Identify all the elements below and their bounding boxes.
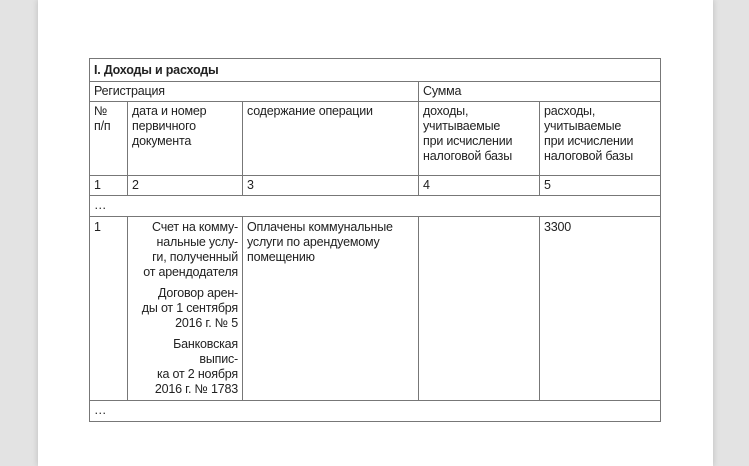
entry-expense: 3300 — [540, 217, 661, 401]
text-line: дата и номер — [132, 104, 207, 118]
income-expense-ledger — [89, 58, 661, 422]
text-line: 2016 г. № 1783 — [154, 382, 238, 396]
text-line: доходы, — [423, 104, 469, 118]
document-ref — [132, 337, 238, 397]
text-line: ги, полученный — [152, 250, 238, 264]
text-line: п/п — [94, 119, 111, 133]
entry-num: 1 — [90, 217, 128, 401]
header-date-doc — [128, 102, 243, 176]
column-number: 5 — [540, 176, 661, 196]
text-line: документа — [132, 134, 192, 148]
text-line: учитываемые — [423, 119, 501, 133]
text-line: Договор арен- — [158, 286, 238, 300]
text-line: от арендодателя — [143, 265, 238, 279]
header-expense — [540, 102, 661, 176]
section-title-row — [90, 59, 661, 82]
text-line: расходы, — [544, 104, 596, 118]
column-header-row — [90, 102, 661, 176]
amount-group-header: Сумма — [419, 82, 661, 102]
entry-content — [243, 217, 419, 401]
ellipsis-end: … — [90, 401, 661, 422]
text-line: содержание операции — [247, 104, 373, 118]
column-number: 1 — [90, 176, 128, 196]
table-row — [90, 217, 661, 401]
text-line: при исчислении — [544, 134, 634, 148]
text-line: помещению — [247, 250, 315, 264]
document-ref — [132, 220, 238, 280]
text-line: 2016 г. № 5 — [175, 316, 238, 330]
text-line: Банковская выпис- — [173, 337, 238, 366]
text-line: Счет на комму- — [152, 220, 238, 234]
text-line: услуги по арендуемому — [247, 235, 380, 249]
header-num — [90, 102, 128, 176]
column-number-row — [90, 176, 661, 196]
text-line: Оплачены коммунальные — [247, 220, 393, 234]
group-header-row — [90, 82, 661, 102]
ellipsis: … — [90, 196, 661, 217]
document-ref — [132, 286, 238, 331]
text-line: налоговой базы — [544, 149, 633, 163]
text-line: ка от 2 ноября — [156, 367, 238, 381]
column-number: 4 — [419, 176, 540, 196]
column-number: 2 — [128, 176, 243, 196]
column-number: 3 — [243, 176, 419, 196]
registration-group-header: Регистрация — [90, 82, 419, 102]
ellipsis-row — [90, 196, 661, 217]
ellipsis-row-end — [90, 401, 661, 422]
header-income — [419, 102, 540, 176]
text-line: налоговой базы — [423, 149, 512, 163]
header-content — [243, 102, 419, 176]
text-line: учитываемые — [544, 119, 622, 133]
section-title: I. Доходы и расходы — [90, 59, 661, 82]
text-line: первичного — [132, 119, 196, 133]
text-line: № — [94, 104, 108, 118]
text-line: нальные услу- — [156, 235, 238, 249]
text-line: при исчислении — [423, 134, 513, 148]
entry-income — [419, 217, 540, 401]
entry-documents — [128, 217, 243, 401]
text-line: ды от 1 сентября — [141, 301, 238, 315]
